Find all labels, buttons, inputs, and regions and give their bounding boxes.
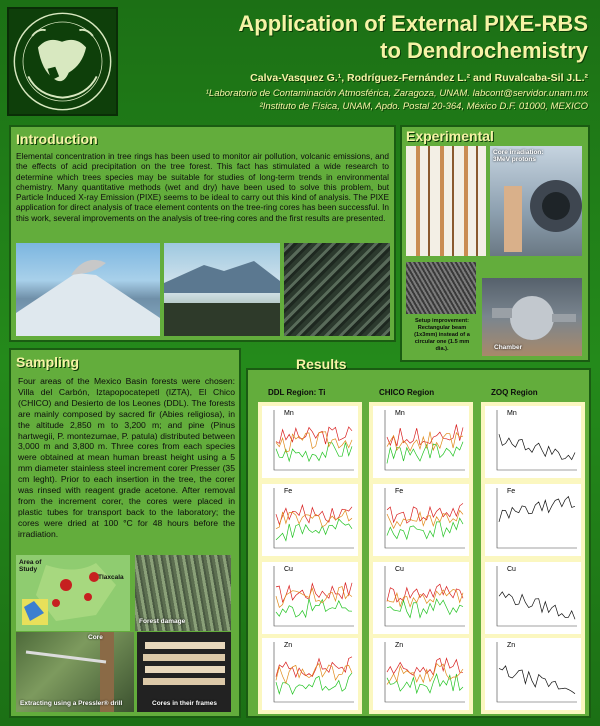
- experimental-heading: Experimental: [406, 128, 494, 144]
- title-line-2: to Dendrochemistry: [380, 38, 588, 63]
- series-line-observ: [387, 658, 463, 675]
- sampling-heading: Sampling: [16, 354, 80, 370]
- series-line-single: [499, 666, 575, 694]
- results-chart-fe: [262, 484, 358, 556]
- results-chart-mn: [262, 406, 358, 478]
- results-chart-zn: [485, 638, 581, 710]
- results-column-title: DDL Region: Ti: [268, 388, 326, 397]
- series-line-single: [499, 592, 575, 619]
- element-label: Fe: [395, 488, 404, 495]
- series-line-observ: [276, 657, 352, 677]
- series-line-pinu: [276, 673, 352, 694]
- authors: Calva-Vasquez G.¹, Rodríguez-Fernández L.² and Ruvalcaba-Sil J.L.²: [250, 72, 588, 84]
- element-label: Fe: [507, 488, 516, 495]
- series-line-fir: [387, 664, 463, 685]
- forest-photo: [284, 243, 390, 336]
- results-column-title: ZOQ Region: [491, 388, 538, 397]
- element-label: Fe: [284, 488, 293, 495]
- element-label: Cu: [395, 566, 404, 573]
- element-label: Mn: [395, 410, 405, 417]
- chamber-caption: Chamber: [494, 344, 523, 351]
- affiliation-2: ²Instituto de Física, UNAM, Apdo. Postal 20-364, México D.F. 01000, MEXICO: [259, 101, 588, 112]
- map-caption: Area of Study: [19, 559, 42, 573]
- core-caption: Core: [88, 634, 103, 641]
- results-column-title: CHICO Region: [379, 388, 435, 397]
- series-line-single: [499, 497, 575, 522]
- series-line-pinu: [387, 442, 463, 464]
- series-line-pinu: [276, 599, 352, 617]
- element-label: Zn: [507, 642, 516, 649]
- drill-caption: Extracting using a Pressler® drill: [20, 700, 123, 707]
- results-chart-cu: [373, 562, 469, 634]
- frames-caption: Cores in their frames: [152, 700, 218, 707]
- introduction-heading: Introduction: [16, 131, 98, 147]
- poster-title: [130, 10, 588, 64]
- results-chart-fe: [373, 484, 469, 556]
- series-line-single: [499, 434, 575, 459]
- results-chart-cu: [485, 562, 581, 634]
- element-label: Cu: [507, 566, 516, 573]
- tree-cores-photo: [406, 146, 486, 256]
- element-label: Zn: [395, 642, 404, 649]
- title-line-1: Application of External PIXE-RBS: [238, 11, 588, 36]
- results-chart-mn: [485, 406, 581, 478]
- results-chart-mn: [373, 406, 469, 478]
- series-line-pinu: [387, 599, 463, 618]
- results-chart-fe: [485, 484, 581, 556]
- results-chart-zn: [262, 638, 358, 710]
- introduction-text: Elemental concentration in tree rings has been used to monitor air pollution, volcanic emissions, and the effects of acid precipitation on the tree forest. This fact has stimulated a wide research to determine which trees species may be suitable for studies of long-term trends in environmental chemistry. Many quantitative methods (wet and dry) have been used to solve this problem, but Particle Induced X-ray Emission (PIXE) seems to be ideal to carry out this kind of analysis. The PIXE application for direct analysis of trace element contents on the tree-ring cores has been successful. In this work, several improvements on the analysis of tree-ring cores and the first results are presented.: [16, 151, 389, 223]
- map-place-label: Tlaxcala: [98, 574, 124, 581]
- results-chart-zn: [373, 638, 469, 710]
- volcano-photo: [16, 243, 160, 336]
- element-label: Mn: [284, 410, 294, 417]
- element-label: Mn: [507, 410, 517, 417]
- series-line-observ: [276, 583, 352, 603]
- series-line-pinu: [276, 519, 352, 541]
- affiliation-1: ¹Laboratorio de Contaminación Atmosférica, Zaragoza, UNAM. labcont@servidor.unam.mx: [205, 88, 588, 99]
- forest-damage-caption: Forest damage: [139, 618, 186, 625]
- series-line-fir: [387, 589, 463, 606]
- element-label: Zn: [284, 642, 293, 649]
- city-photo: [164, 243, 280, 336]
- setup-improvement-text: Setup improvement: Rectangular beam (1x3mm) instead of a circular one (1.5 mm dia.).: [414, 318, 470, 352]
- unam-logo: [7, 7, 118, 116]
- irradiation-caption: Core irradiation: 3MeV protons: [493, 149, 544, 163]
- results-chart-cu: [262, 562, 358, 634]
- element-label: Cu: [284, 566, 293, 573]
- sampling-text: Four areas of the Mexico Basin forests were chosen: Villa del Carbón, Iztapopocatepetl (IZTA), El Chico (CHICO) and Desierto de los Leones (DDL). The forests are mainly composed by sacred fir (Abies religiosa), in the altitude 2,850 m to 3,200 m; and pine (Pinus hartwegii, P. montezumae, P. patula) distributed between 3,000 m and 3,800 m. Three cores from each species were obtained at mean human breast height using a 5 mm diameter stainless steel increment corer Presser (35 cm leght). Prior to each insertion in the tree, the corer was rinsed with reagent grade acetone. After removal from the increment corer, the cores were placed in plastic tubes for transport back to the laboratory; the cores were dried at 100 °C for 48 hours before the irradiation.: [18, 376, 235, 539]
- series-line-observ: [276, 427, 352, 444]
- results-heading: Results: [296, 356, 347, 372]
- beam-spot-photo: [406, 262, 476, 314]
